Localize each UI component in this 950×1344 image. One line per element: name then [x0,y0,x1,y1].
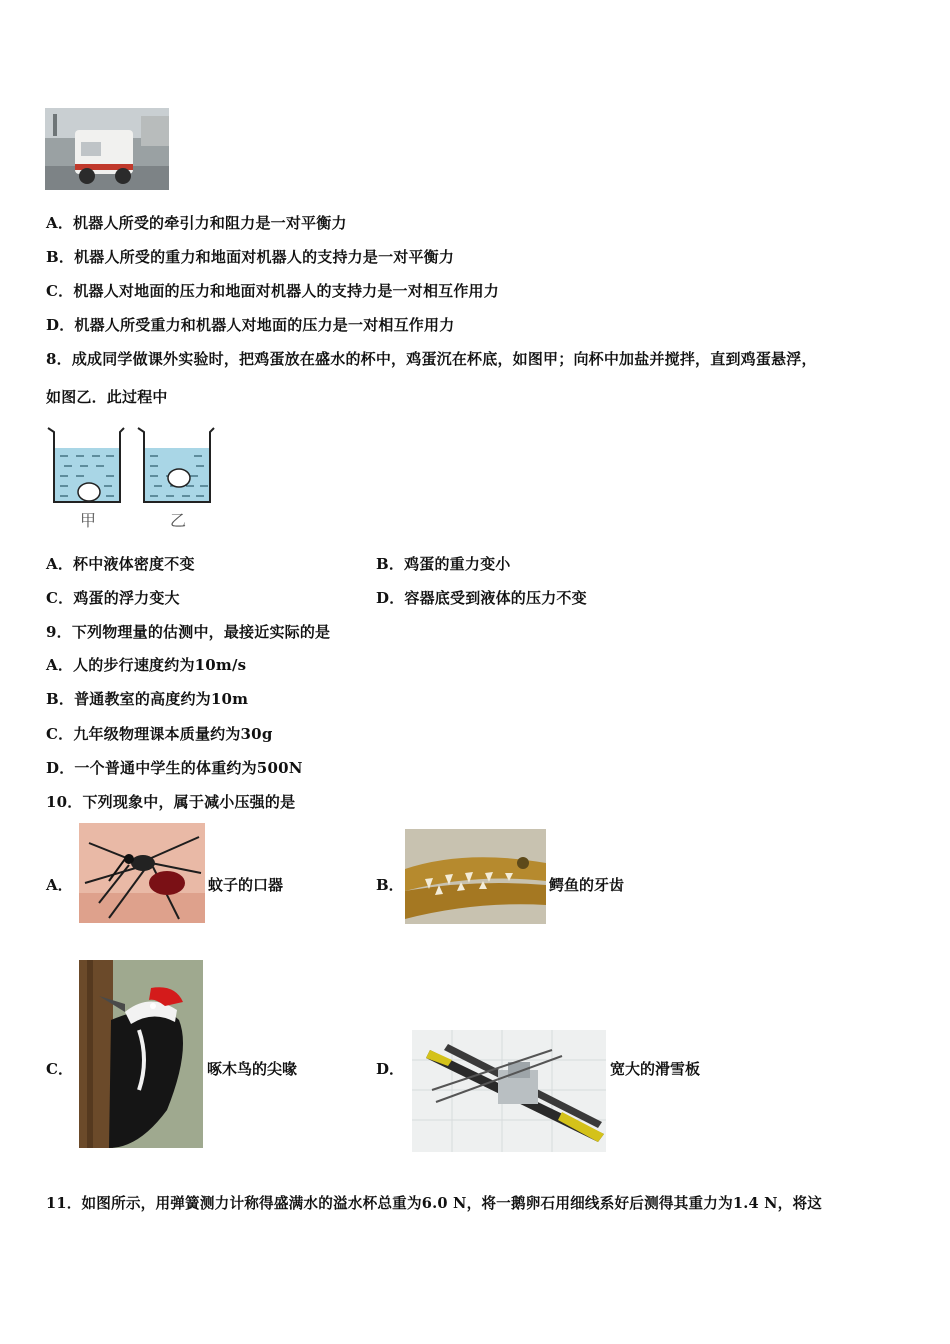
q10-option-c-caption: 啄木鸟的尖喙 [207,1060,298,1078]
q8-option-b: B．鸡蛋的重力变小 [376,555,511,573]
q11-stem: 11．如图所示，用弹簧测力计称得盛满水的溢水杯总重为6.0 N，将一鹅卵石用细线系好后测得其重力为1.4 N，将这 [46,1195,823,1212]
robot-photo [45,108,169,190]
q8-option-d: D．容器底受到液体的压力不变 [376,589,587,607]
q10-option-d-letter: D． [376,1060,405,1078]
beaker-yi [138,428,214,502]
figure-label-jia: 甲 [80,511,97,530]
q10-option-a-letter: A． [46,876,73,894]
q10-option-b-caption: 鳄鱼的牙齿 [549,876,625,894]
q8-option-c: C．鸡蛋的浮力变大 [46,589,180,607]
crocodile-photo [405,829,546,924]
q9-option-b: B．普通教室的高度约为10m [46,690,249,708]
q8-stem-line1: 8．成成同学做课外实验时，把鸡蛋放在盛水的杯中，鸡蛋沉在杯底，如图甲；向杯中加盐并搅拌，直到鸡蛋悬浮， [46,350,817,368]
q9-stem: 9．下列物理量的估测中，最接近实际的是 [46,623,331,641]
beaker-jia [48,428,124,502]
q10-option-d-caption: 宽大的滑雪板 [610,1060,701,1078]
q10-option-a-caption: 蚊子的口器 [208,876,284,894]
q7-option-a: A．机器人所受的牵引力和阻力是一对平衡力 [46,214,347,232]
q10-stem: 10．下列现象中，属于减小压强的是 [46,793,296,811]
q7-option-d: D．机器人所受重力和机器人对地面的压力是一对相互作用力 [46,316,455,334]
q10-option-c-letter: C． [46,1060,73,1078]
figure-label-yi: 乙 [170,511,187,530]
q8-stem-line2: 如图乙．此过程中 [46,388,168,406]
q8-option-a: A．杯中液体密度不变 [46,555,195,573]
woodpecker-photo [79,960,203,1148]
mosquito-photo [79,823,205,923]
beaker-figure [44,424,220,532]
q9-option-d: D．一个普通中学生的体重约为500N [46,759,303,777]
q10-option-b-letter: B． [376,876,404,894]
q7-option-c: C．机器人对地面的压力和地面对机器人的支持力是一对相互作用力 [46,282,499,300]
q9-option-c: C．九年级物理课本质量约为30g [46,725,273,743]
skis-photo [412,1030,606,1152]
q9-option-a: A．人的步行速度约为10m/s [46,656,247,674]
q7-option-b: B．机器人所受的重力和地面对机器人的支持力是一对平衡力 [46,248,455,266]
